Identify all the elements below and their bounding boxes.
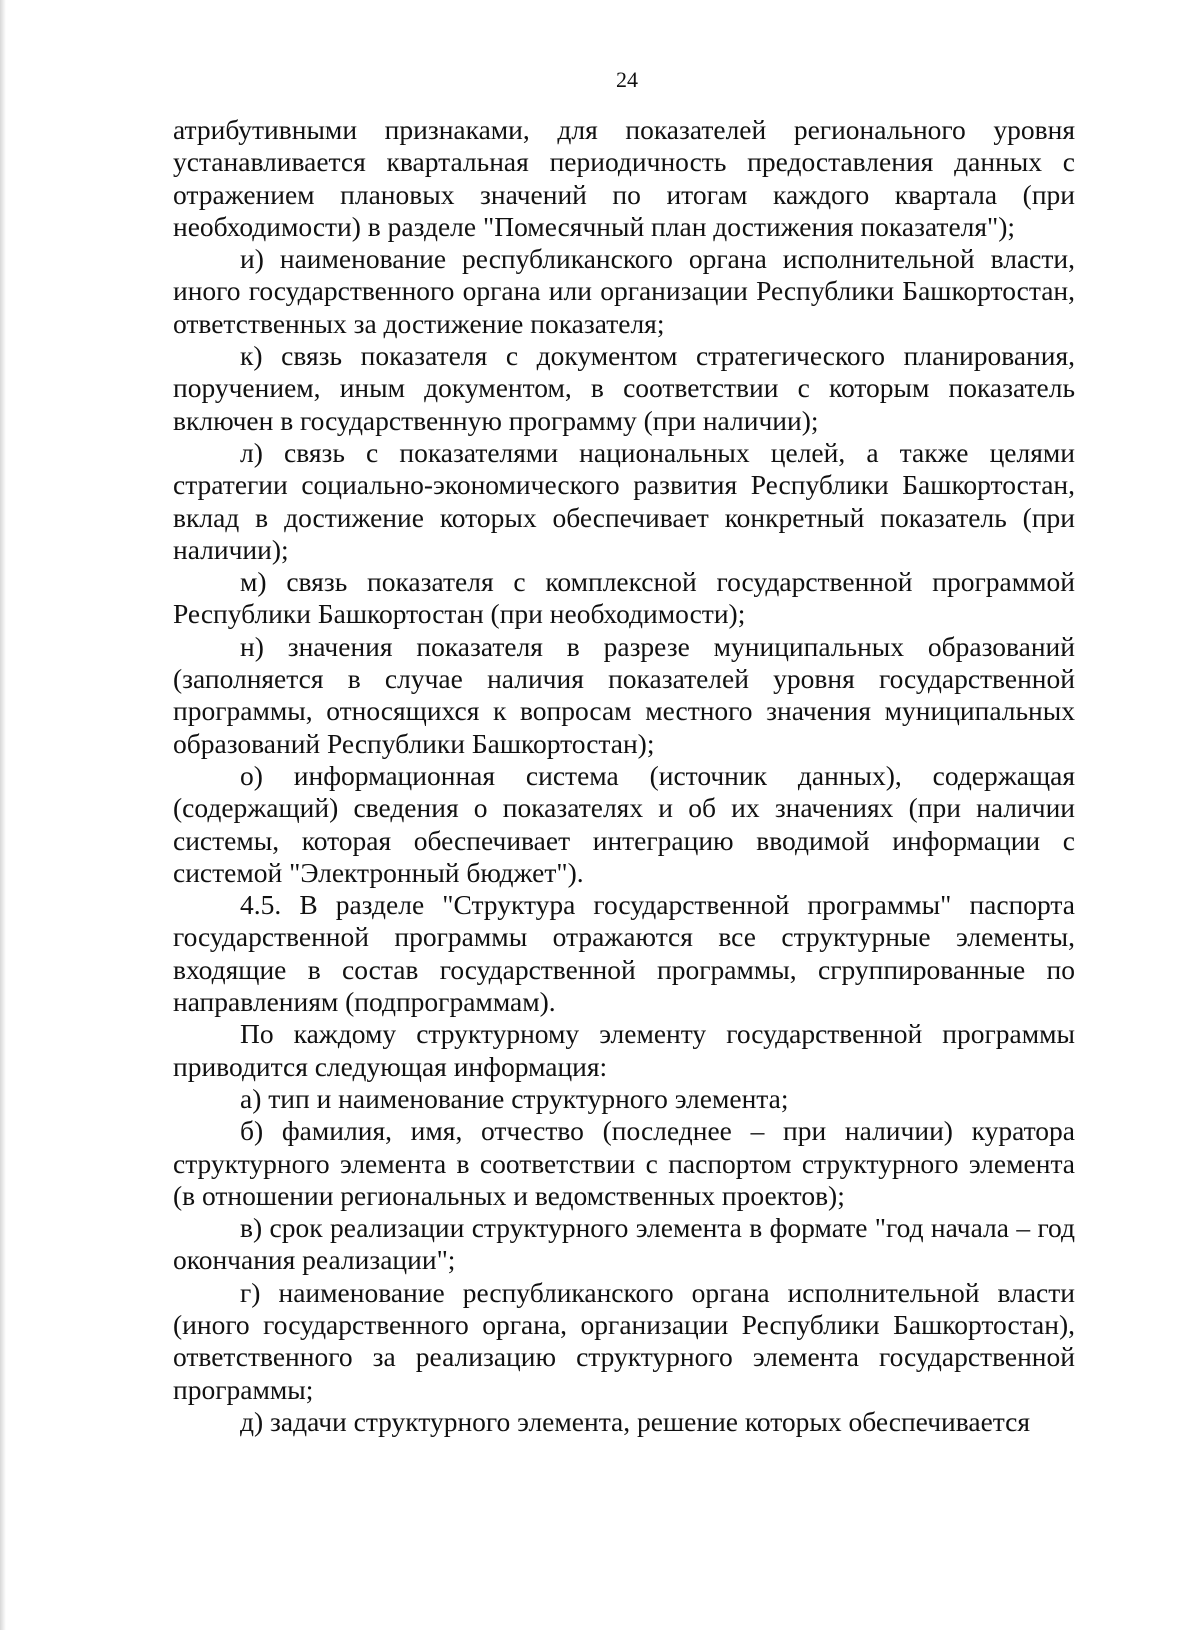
paragraph-continuation: атрибутивными признаками, для показателей регионального уровня устанавливается квартальная периодичность предоставления данных с отражением плановых значений по итогам каждого квартала (при необходимости) в разделе "Помесячный план достижения показателя"); [173,114,1075,242]
scan-edge-shadow [0,0,6,1630]
paragraph-item-k: к) связь показателя с документом стратегического планирования, поручением, иным документом, в соответствии с которым показатель включен в государственную программу (при наличии); [173,340,1075,436]
paragraph-intro-list: По каждому структурному элементу государственной программы приводится следующая информация: [173,1018,1075,1082]
paragraph-item-m: м) связь показателя с комплексной государственной программой Республики Башкортостан (при необходимости); [173,566,1075,630]
paragraph-item-i: и) наименование республиканского органа исполнительной власти, иного государственного органа или организации Республики Башкортостан, ответственных за достижение показателя; [173,243,1075,339]
paragraph-item-n: н) значения показателя в разрезе муниципальных образований (заполняется в случае наличия показателей уровня государственной программы, относящихся к вопросам местного значения муниципальных образований Республики Башкортостан); [173,630,1075,759]
paragraph-item-o: о) информационная система (источник данных), содержащая (содержащий) сведения о показателях и об их значениях (при наличии системы, которая обеспечивает интеграцию вводимой информации с системой "Электронный бюджет"). [173,759,1075,888]
paragraph-item-l: л) связь с показателями национальных целей, а также целями стратегии социально-экономического развития Республики Башкортостан, вклад в достижение которых обеспечивает конкретный показатель (при наличии); [173,436,1075,565]
paragraph-item-b: б) фамилия, имя, отчество (последнее – при наличии) куратора структурного элемента в соответствии с паспортом структурного элемента (в отношении региональных и ведомственных проектов); [173,1115,1075,1211]
paragraph-section-4-5: 4.5. В разделе "Структура государственной программы" паспорта государственной программы отражаются все структурные элементы, входящие в состав государственной программы, сгруппированные по направлениям (подпрограммам). [173,889,1075,1018]
paragraph-item-d: д) задачи структурного элемента, решение которых обеспечивается [240,1405,1030,1437]
paragraph-item-v: в) срок реализации структурного элемента в формате "год начала – год окончания реализации"; [173,1212,1075,1276]
paragraph-item-a: а) тип и наименование структурного элемента; [240,1082,789,1114]
page-number: 24 [616,67,638,92]
paragraph-item-g: г) наименование республиканского органа исполнительной власти (иного государственного органа, организации Республики Башкортостан), ответственного за реализацию структурного элемента государственной программы; [173,1276,1075,1405]
document-body [173,114,1075,1438]
